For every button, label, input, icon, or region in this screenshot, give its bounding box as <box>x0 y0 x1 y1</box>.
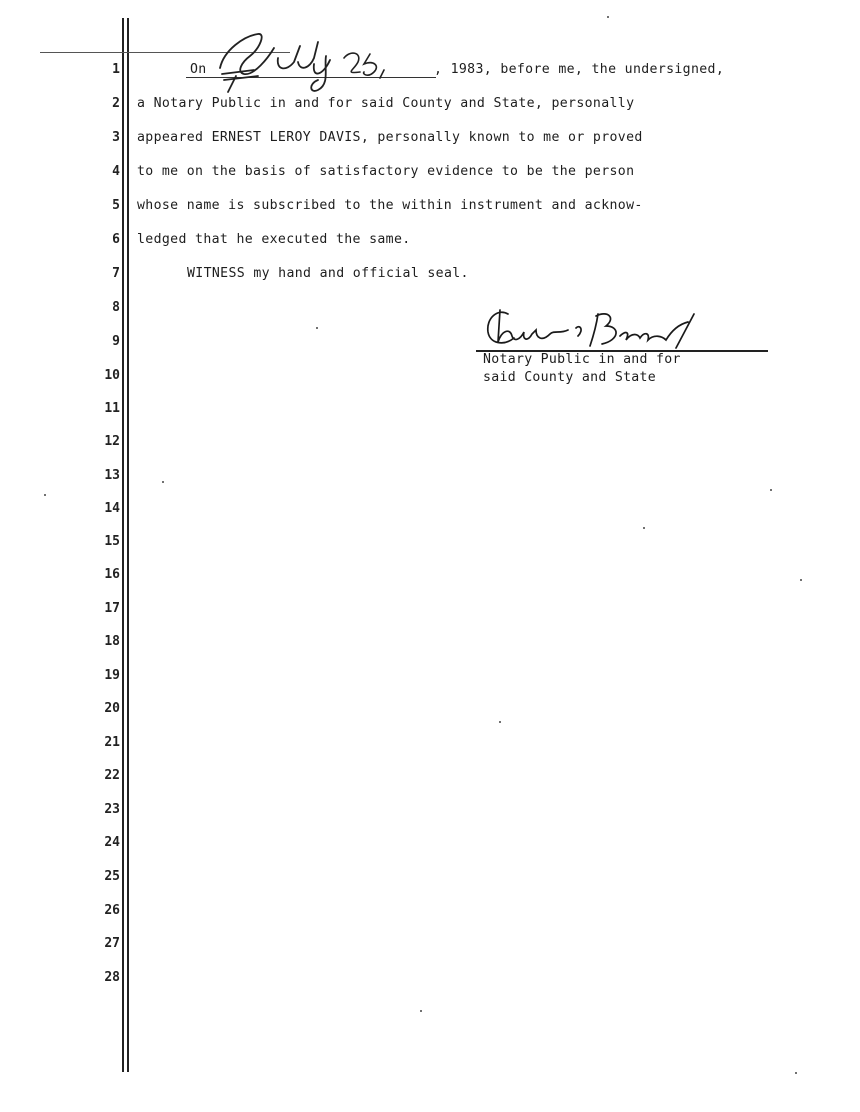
paragraph-line-2: a Notary Public in and for said County and State, personally <box>137 96 635 111</box>
paragraph-line-5: whose name is subscribed to the within instrument and acknow- <box>137 198 643 213</box>
signature-label-line-2: said County and State <box>483 370 657 385</box>
line-number: 9 <box>112 334 120 349</box>
scan-speck <box>316 327 318 329</box>
line-number: 21 <box>104 735 120 750</box>
line-number: 8 <box>112 300 120 315</box>
line1-suffix: , 1983, before me, the undersigned, <box>434 62 725 77</box>
line-number: 25 <box>104 869 120 884</box>
scan-speck <box>770 489 772 491</box>
line-number: 24 <box>104 835 120 850</box>
line-number: 4 <box>112 164 120 179</box>
scan-speck <box>795 1072 797 1074</box>
handwritten-date <box>214 28 434 88</box>
paragraph-line-4: to me on the basis of satisfactory evidence to be the person <box>137 164 635 179</box>
line-number: 11 <box>104 401 120 416</box>
paragraph-line-3: appeared ERNEST LEROY DAVIS, personally known to me or proved <box>137 130 643 145</box>
left-margin-rule-inner <box>127 18 129 1072</box>
line-number: 16 <box>104 567 120 582</box>
line-number: 2 <box>112 96 120 111</box>
line-number: 5 <box>112 198 120 213</box>
line-number: 28 <box>104 970 120 985</box>
paragraph-line-6: ledged that he executed the same. <box>137 232 411 247</box>
line-number: 1 <box>112 62 120 77</box>
line-number: 3 <box>112 130 120 145</box>
line-number: 6 <box>112 232 120 247</box>
scan-speck <box>44 494 46 496</box>
scan-speck <box>420 1010 422 1012</box>
line-number: 15 <box>104 534 120 549</box>
signature-label-line-1: Notary Public in and for <box>483 352 681 367</box>
scan-speck <box>800 579 802 581</box>
line-number: 13 <box>104 468 120 483</box>
line-number: 12 <box>104 434 120 449</box>
line-number: 27 <box>104 936 120 951</box>
witness-line: WITNESS my hand and official seal. <box>187 266 469 281</box>
line-number: 10 <box>104 368 120 383</box>
line-number: 23 <box>104 802 120 817</box>
line-number: 17 <box>104 601 120 616</box>
line-number: 19 <box>104 668 120 683</box>
scan-speck <box>162 481 164 483</box>
line-number: 26 <box>104 903 120 918</box>
line-number: 20 <box>104 701 120 716</box>
scan-speck <box>643 527 645 529</box>
scan-speck <box>607 16 609 18</box>
line-number: 22 <box>104 768 120 783</box>
line-number: 14 <box>104 501 120 516</box>
line-number: 18 <box>104 634 120 649</box>
line1-prefix: On <box>190 62 207 77</box>
line-number: 7 <box>112 266 120 281</box>
left-margin-rule <box>122 18 124 1072</box>
scan-speck <box>499 721 501 723</box>
